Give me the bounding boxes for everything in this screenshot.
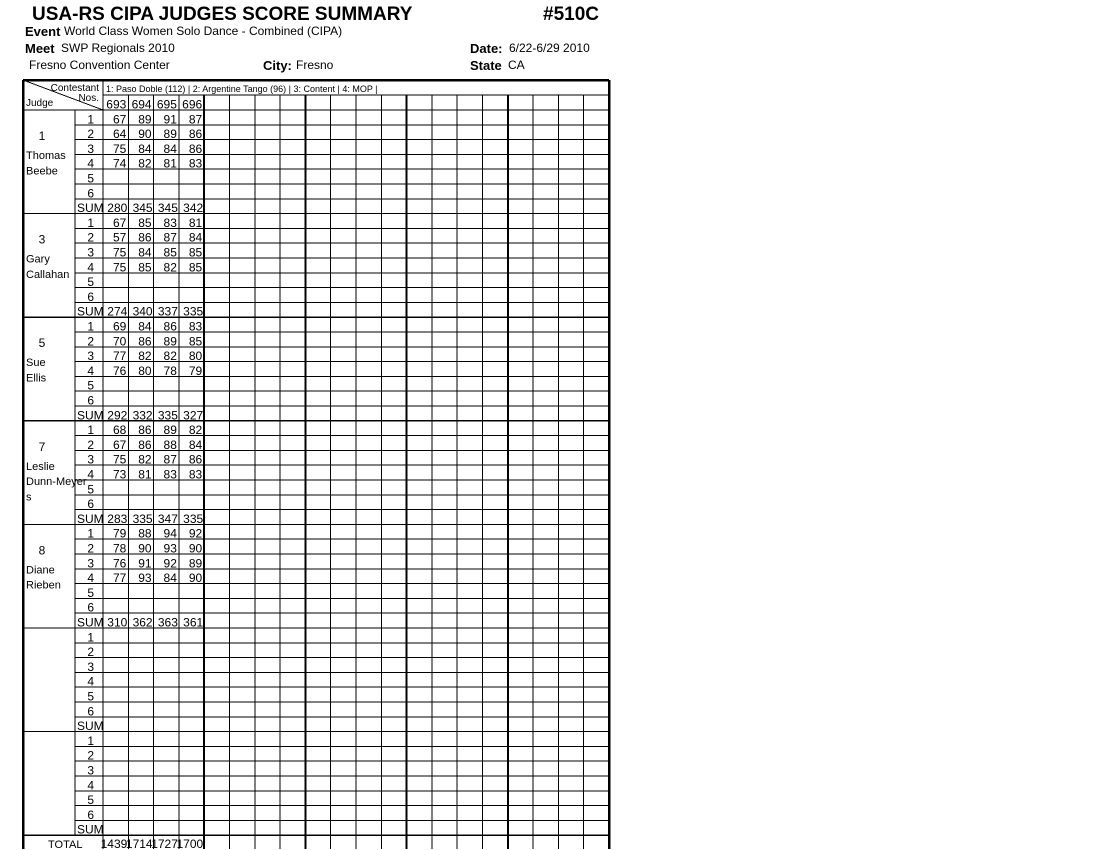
row-number-label: 6: [87, 704, 94, 719]
score-cell: 88: [163, 437, 177, 452]
score-cell: 92: [163, 556, 177, 571]
judge-number: 8: [38, 543, 46, 558]
corner-nos-label: Nos.: [78, 93, 99, 104]
row-number-label: 6: [87, 186, 94, 201]
row-number-label: 4: [87, 260, 94, 275]
score-cell: 90: [188, 571, 203, 586]
score-cell: 67: [112, 112, 127, 127]
score-cell: 82: [188, 423, 203, 438]
score-cell: 85: [138, 215, 152, 230]
score-cell: 75: [112, 452, 127, 467]
score-cell: 90: [138, 541, 152, 556]
sum-cell: 274: [107, 304, 128, 319]
judge-name-line: s: [26, 491, 32, 504]
sum-cell: 362: [132, 615, 153, 630]
score-cell: 86: [188, 141, 203, 156]
judge-name-line: Sue: [26, 357, 46, 370]
scoring-legend: 1: Paso Doble (112) | 2: Argentine Tango (96) | 3: Content | 4: MOP |: [106, 84, 378, 94]
sum-cell: 283: [107, 511, 128, 526]
score-cell: 79: [112, 526, 127, 541]
judge-number: 7: [38, 439, 46, 454]
score-cell: 86: [188, 127, 203, 142]
score-cell: 84: [163, 141, 177, 156]
sum-label: SUM: [77, 615, 104, 630]
sum-cell: 347: [157, 511, 178, 526]
corner-contestant-label: Contestant: [50, 83, 99, 94]
score-cell: 81: [188, 215, 203, 230]
score-cell: 82: [138, 452, 152, 467]
row-number-label: 4: [87, 156, 94, 171]
row-number-label: 4: [87, 467, 94, 482]
row-number-label: 5: [87, 378, 94, 393]
row-number-label: 2: [87, 437, 94, 452]
score-cell: 86: [163, 319, 177, 334]
total-cell: 1700: [176, 837, 204, 850]
score-cell: 68: [112, 423, 127, 438]
date-label: Date:: [470, 41, 503, 56]
judge-name-line: Beebe: [26, 165, 58, 178]
row-number-label: 6: [87, 289, 94, 304]
score-cell: 85: [138, 260, 152, 275]
sum-cell: 345: [132, 201, 153, 216]
score-cell: 70: [112, 334, 127, 349]
contestant-number: 696: [182, 97, 203, 112]
score-cell: 78: [163, 363, 177, 378]
score-cell: 86: [138, 334, 152, 349]
row-number-label: 1: [87, 112, 94, 127]
row-number-label: 1: [87, 630, 94, 645]
row-number-label: 2: [87, 334, 94, 349]
row-number-label: 4: [87, 778, 94, 793]
city-label: City:: [263, 58, 292, 73]
score-cell: 81: [138, 467, 152, 482]
judge-number: 1: [38, 129, 46, 143]
score-cell: 76: [112, 556, 127, 571]
score-cell: 89: [138, 112, 152, 127]
score-cell: 86: [188, 452, 203, 467]
sum-cell: 335: [132, 511, 153, 526]
sum-cell: 310: [107, 615, 128, 630]
score-cell: 86: [138, 423, 152, 438]
row-number-label: 1: [87, 423, 94, 438]
row-number-label: 5: [87, 275, 94, 290]
judge-name-line: Callahan: [26, 268, 70, 281]
score-cell: 85: [188, 334, 203, 349]
score-cell: 76: [112, 363, 127, 378]
sum-label: SUM: [77, 719, 104, 734]
date-value: 6/22-6/29 2010: [509, 41, 590, 55]
row-number-label: 3: [87, 659, 94, 674]
sum-cell: 345: [157, 201, 178, 216]
score-cell: 73: [112, 467, 127, 482]
score-cell: 75: [112, 245, 127, 260]
judge-name-line: Rieben: [26, 579, 61, 592]
row-number-label: 5: [87, 689, 94, 704]
score-cell: 92: [188, 526, 203, 541]
score-cell: 83: [188, 156, 203, 171]
score-cell: 84: [138, 319, 152, 334]
total-cell: 1714: [125, 837, 153, 850]
score-cell: 77: [112, 349, 127, 364]
score-cell: 91: [163, 112, 177, 127]
row-number-label: 3: [87, 245, 94, 260]
row-number-label: 1: [87, 526, 94, 541]
contestant-number: 693: [106, 97, 127, 112]
score-cell: 86: [138, 437, 152, 452]
judge-name-line: Diane: [26, 564, 55, 577]
judge-name-line: Ellis: [26, 372, 47, 385]
row-number-label: 5: [87, 585, 94, 600]
score-cell: 94: [163, 526, 177, 541]
score-cell: 77: [112, 571, 127, 586]
sum-label: SUM: [77, 822, 104, 837]
total-label: TOTAL: [48, 839, 83, 850]
sum-cell: 332: [132, 408, 153, 423]
score-cell: 83: [188, 467, 203, 482]
score-cell: 85: [188, 260, 203, 275]
score-cell: 86: [138, 230, 152, 245]
score-cell: 82: [138, 349, 152, 364]
row-number-label: 1: [87, 215, 94, 230]
row-number-label: 2: [87, 541, 94, 556]
event-value: World Class Women Solo Dance - Combined (CIPA): [64, 24, 343, 38]
judge-name-line: Leslie: [26, 460, 55, 473]
form-number: #510C: [543, 4, 599, 25]
score-cell: 90: [138, 127, 152, 142]
sum-cell: 342: [183, 201, 204, 216]
score-cell: 89: [163, 423, 177, 438]
judge-number: 5: [38, 336, 46, 351]
row-number-label: 6: [87, 807, 94, 822]
sum-cell: 327: [183, 408, 204, 423]
score-cell: 85: [163, 245, 177, 260]
score-cell: 82: [163, 349, 177, 364]
score-cell: 93: [163, 541, 177, 556]
score-cell: 83: [163, 467, 177, 482]
score-cell: 87: [188, 112, 203, 127]
contestant-number: 694: [131, 97, 152, 112]
sum-cell: 340: [132, 304, 153, 319]
score-cell: 82: [138, 156, 152, 171]
score-cell: 75: [112, 260, 127, 275]
score-cell: 83: [163, 215, 177, 230]
row-number-label: 2: [87, 645, 94, 660]
score-cell: 78: [112, 541, 127, 556]
row-number-label: 5: [87, 793, 94, 808]
score-cell: 64: [112, 127, 127, 142]
score-cell: 74: [112, 156, 127, 171]
state-label: State: [470, 58, 502, 73]
score-cell: 89: [188, 556, 203, 571]
sum-cell: 361: [183, 615, 204, 630]
judge-name-line: Gary: [26, 253, 50, 266]
row-number-label: 3: [87, 763, 94, 778]
score-cell: 89: [163, 127, 177, 142]
meet-value: SWP Regionals 2010: [61, 41, 175, 55]
row-number-label: 3: [87, 556, 94, 571]
score-cell: 57: [112, 230, 127, 245]
sum-cell: 337: [157, 304, 178, 319]
row-number-label: 2: [87, 230, 94, 245]
score-cell: 82: [163, 260, 177, 275]
score-cell: 80: [138, 363, 152, 378]
row-number-label: 6: [87, 393, 94, 408]
row-number-label: 3: [87, 349, 94, 364]
score-cell: 79: [188, 363, 203, 378]
row-number-label: 4: [87, 363, 94, 378]
score-cell: 67: [112, 215, 127, 230]
sum-label: SUM: [77, 304, 104, 319]
row-number-label: 3: [87, 452, 94, 467]
sum-label: SUM: [77, 201, 104, 216]
score-cell: 67: [112, 437, 127, 452]
row-number-label: 1: [87, 319, 94, 334]
row-number-label: 4: [87, 674, 94, 689]
row-number-label: 6: [87, 497, 94, 512]
city-value: Fresno: [296, 58, 334, 72]
score-cell: 84: [138, 245, 152, 260]
score-cell: 93: [138, 571, 152, 586]
form-title: USA-RS CIPA JUDGES SCORE SUMMARY: [32, 4, 413, 25]
total-cell: 1727: [151, 837, 178, 850]
sum-cell: 335: [183, 511, 204, 526]
score-cell: 91: [138, 556, 152, 571]
score-cell: 88: [138, 526, 152, 541]
row-number-label: 2: [87, 748, 94, 763]
sum-cell: 280: [107, 201, 128, 216]
sum-cell: 335: [157, 408, 178, 423]
score-cell: 69: [112, 319, 127, 334]
corner-judge-label: Judge: [26, 98, 54, 109]
meet-label: Meet: [25, 41, 55, 56]
score-cell: 87: [163, 452, 177, 467]
sum-cell: 363: [157, 615, 178, 630]
row-number-label: 5: [87, 482, 94, 497]
score-cell: 84: [188, 230, 203, 245]
venue-name: Fresno Convention Center: [29, 58, 170, 72]
row-number-label: 3: [87, 141, 94, 156]
row-number-label: 5: [87, 171, 94, 186]
judge-name-line: Thomas: [26, 150, 66, 162]
score-cell: 89: [163, 334, 177, 349]
score-cell: 84: [138, 141, 152, 156]
score-cell: 90: [188, 541, 203, 556]
state-value: CA: [508, 58, 525, 72]
row-number-label: 1: [87, 733, 94, 748]
score-cell: 87: [163, 230, 177, 245]
sum-label: SUM: [77, 511, 104, 526]
score-cell: 80: [188, 349, 203, 364]
row-number-label: 2: [87, 127, 94, 142]
score-cell: 85: [188, 245, 203, 260]
total-cell: 1439: [100, 837, 128, 850]
sum-label: SUM: [77, 408, 104, 423]
judge-name-line: Dunn-Meyer: [26, 476, 87, 489]
score-cell: 75: [112, 141, 127, 156]
contestant-number: 695: [156, 97, 177, 112]
score-cell: 84: [188, 437, 203, 452]
row-number-label: 6: [87, 600, 94, 615]
sum-cell: 292: [107, 408, 128, 423]
judge-number: 3: [38, 232, 46, 247]
sum-cell: 335: [183, 304, 204, 319]
score-cell: 84: [163, 571, 177, 586]
score-cell: 83: [188, 319, 203, 334]
row-number-label: 4: [87, 571, 94, 586]
event-label: Event: [25, 24, 61, 39]
score-cell: 81: [163, 156, 177, 171]
